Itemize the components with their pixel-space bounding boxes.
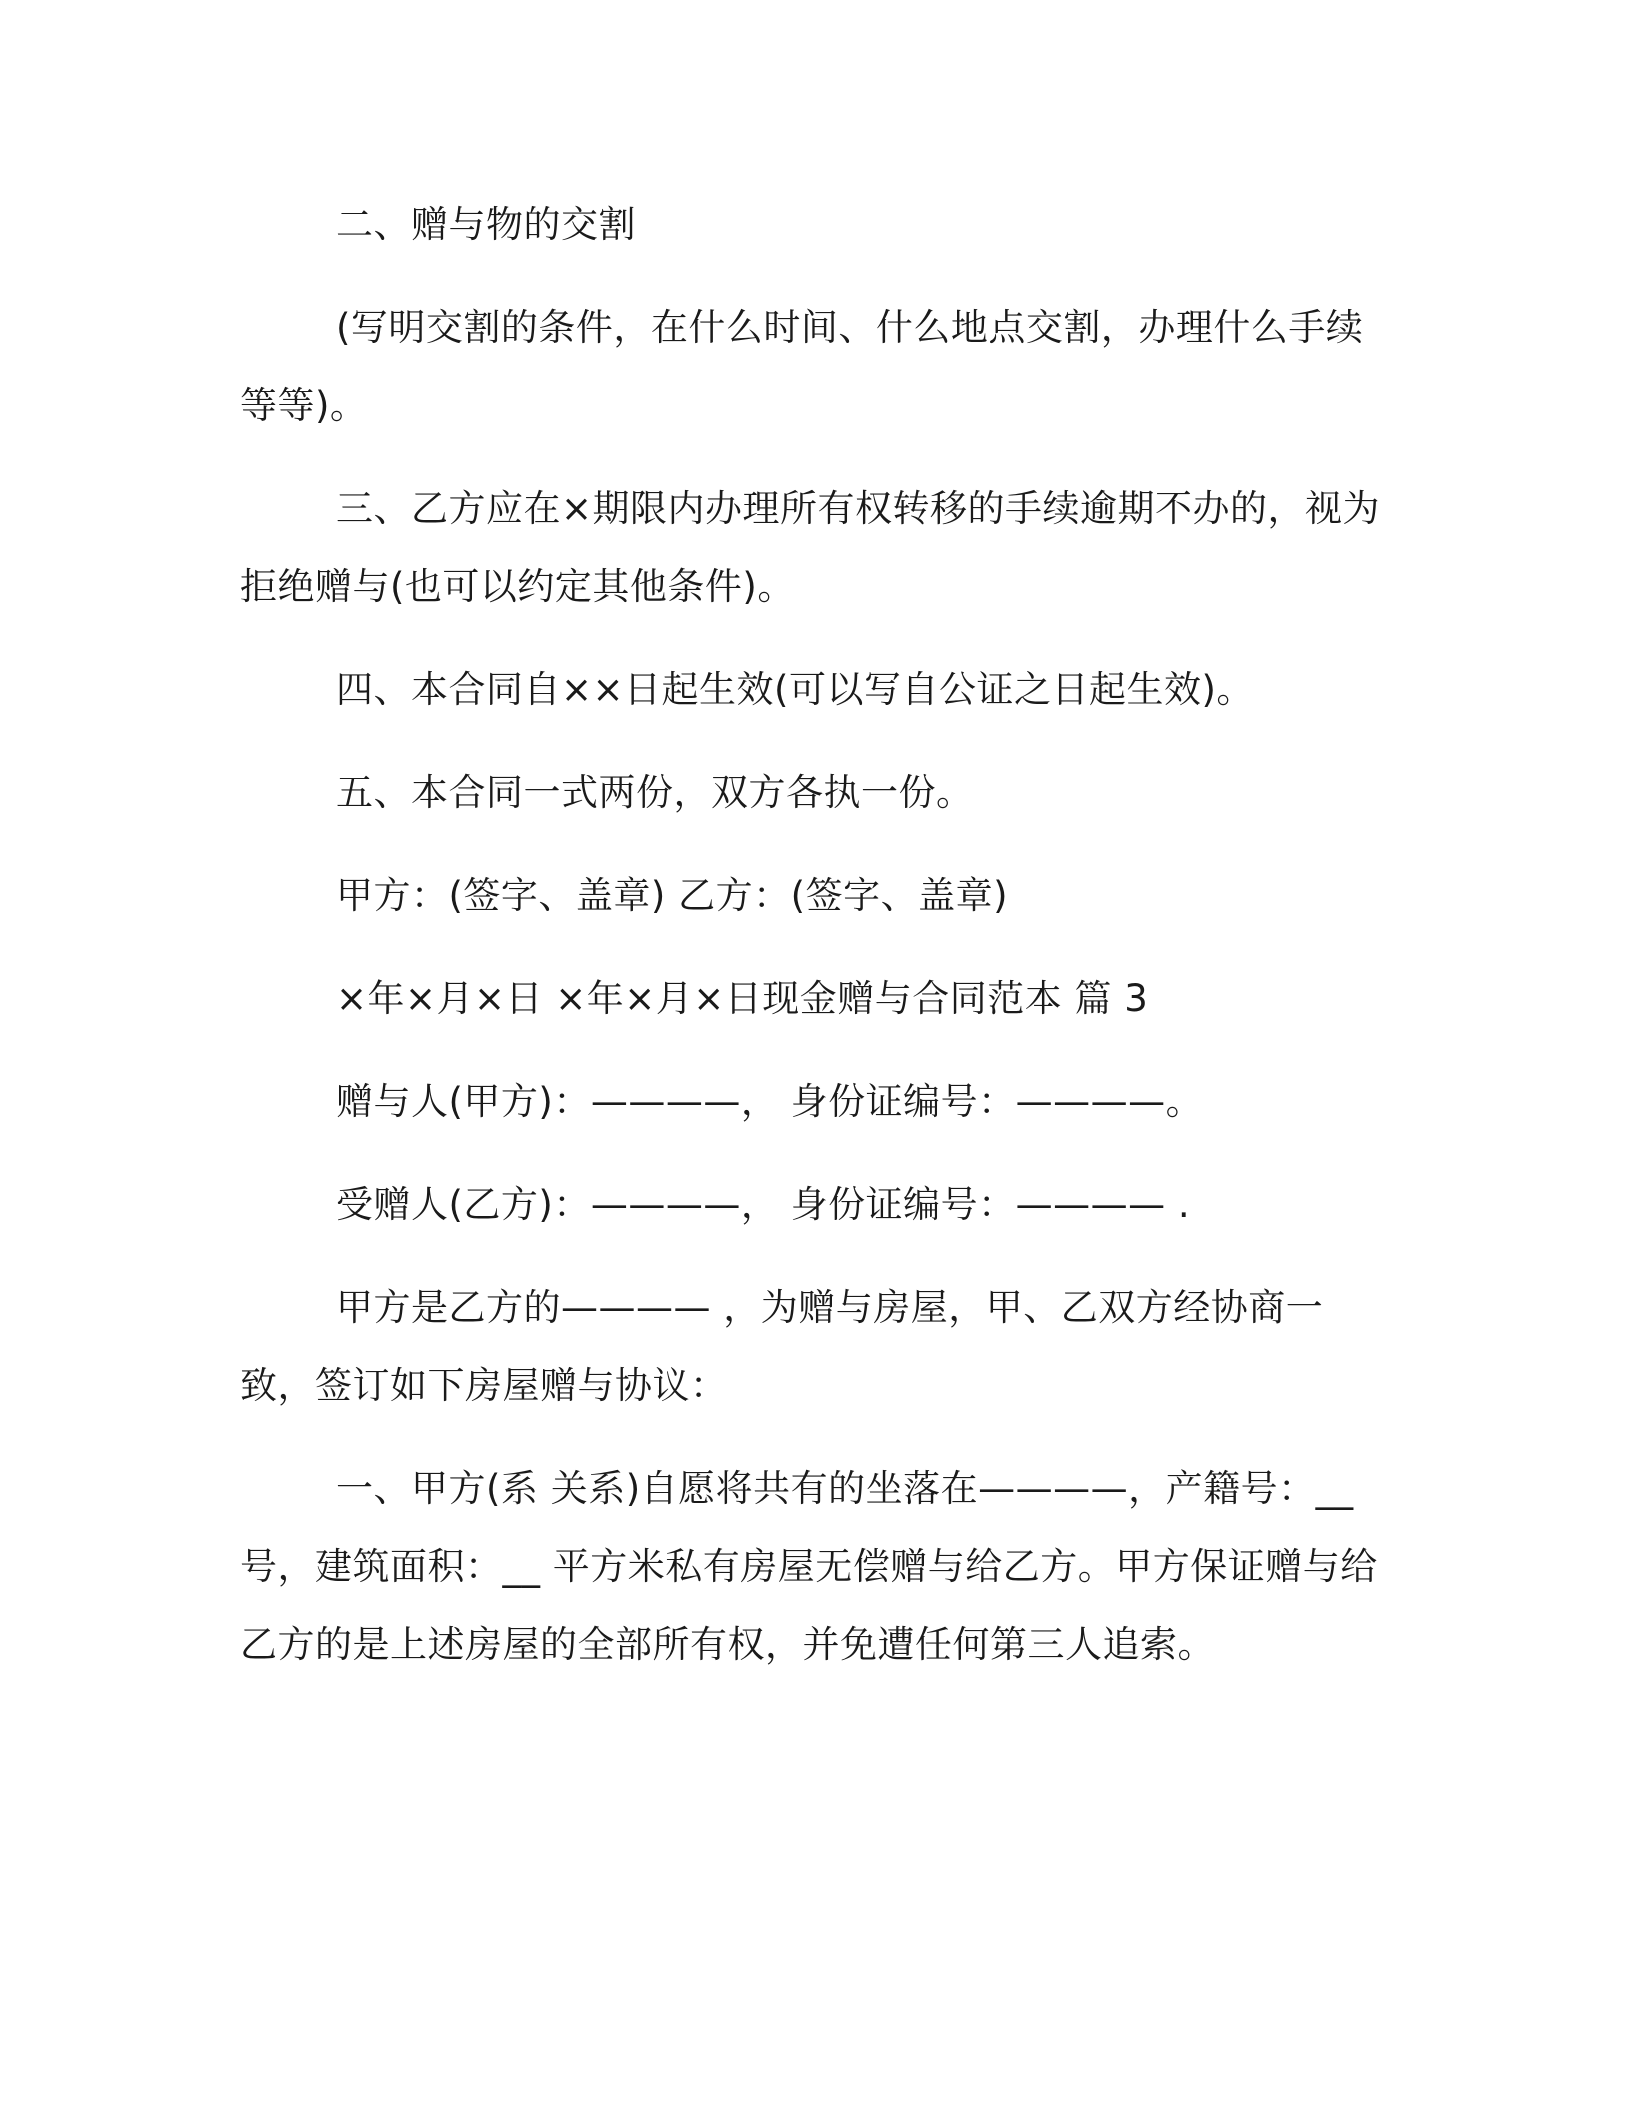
clause-3: 三、乙方应在×期限内办理所有权转移的手续逾期不办的，视为拒绝赠与(也可以约定其他条件)。 — [240, 487, 1381, 608]
clause-4: 四、本合同自××日起生效(可以写自公证之日起生效)。 — [336, 668, 1254, 711]
date-line-and-section-title: ×年×月×日 ×年×月×日现金赠与合同范本 篇 3 — [336, 977, 1149, 1020]
agreement-intro: 甲方是乙方的———— ，为赠与房屋，甲、乙双方经协商一致，签订如下房屋赠与协议： — [240, 1286, 1324, 1407]
clause-2-note: (写明交割的条件，在什么时间、什么地点交割，办理什么手续等等)。 — [240, 306, 1364, 427]
clause-1-property: 一、甲方(系 关系)自愿将共有的坐落在————，产籍号：__ 号，建筑面积：__ 平方米私有房屋无偿赠与给乙方。甲方保证赠与给乙方的是上述房屋的全部所有权，并免遭任何第三人追索。 — [240, 1467, 1378, 1666]
signature-line: 甲方：(签字、盖章) 乙方：(签字、盖章) — [336, 874, 1009, 917]
document-body — [240, 186, 1390, 1709]
clause-5: 五、本合同一式两份，双方各执一份。 — [336, 771, 974, 814]
clause-2-heading: 二、赠与物的交割 — [336, 203, 636, 246]
donee-info: 受赠人(乙方)：————， 身份证编号：———— . — [336, 1183, 1191, 1226]
donor-info: 赠与人(甲方)：————， 身份证编号：————。 — [336, 1080, 1204, 1123]
